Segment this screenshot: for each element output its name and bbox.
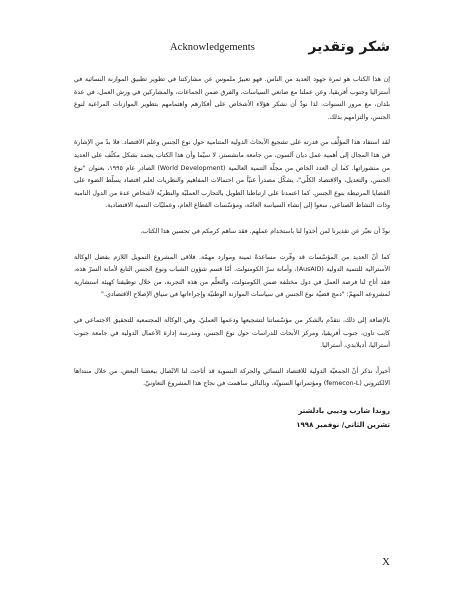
paragraph-4: كما أنّ العديد من المؤسّسات قد وفّرت مساعدةً ثمينة وموارد مهمّة. فلاقى المشروع التمويل اللازم بفضل الوكالة الأسترالية للتنمية الدولية (AusAID)، وأمانة سرّ الكومنولث. أمّا قسم شؤون الشباب ونوع الجنس التابع لأمانة السرّ هذه، فقد أتاح لنا فرصة العمل في دول مختلفة ضمن الكومنولث، والتعلّم من هذه التجربة، من خلال توظيفنا كهيئة استشارية لمشروعه المهمّ: "دمج قضيّة نوع الجنس في سياسات الموازنة الوطنيّة وإجراءاتها في سياق الإصلاح الاقتصادي.": [74, 253, 391, 299]
paragraph-5: بالإضافة إلى ذلك، نتقدّم بالشكر من مؤسّساتنا لتشجيعها ودعمها العمليّ، وهي الوكالة المجتمعية للتحقيق الاجتماعي في كابب تاون، جنوب أفريقيا، ومركز الأبحاث للدراسات حول نوع الجنس، ومدرسة إدارة الأعمال الدولية في جامعة جنوب أستراليا، أديلايدي، أستراليا.: [74, 316, 390, 350]
paragraph-1: إن هذا الكتاب هو ثمرة جهود العديد من الناس. فهو تعبيرٌ ملموس عن مشاركتنا في تطوير تطبيق الموازنة النسائية في أستراليا وجنوب أفريقيا، وعن عملنا مع صانعي السياسات، والفرق ضمن الجماعات، والمشاركين في ورش العمل، في عدة بلدان، مع مرور السنوات. لذا نودّ أن نشكر هؤلاء الأشخاص على أفكارهم واهتمامهم بتطوير الموازنات المراعية لنوع الجنس، والتزامهم بذلك.: [74, 76, 390, 121]
signature-block: [74, 404, 390, 432]
page-header: [170, 36, 390, 58]
acknowledgements-body: [74, 74, 390, 432]
title-arabic: شكر وتقدير: [308, 39, 390, 55]
signature-date: تشرين الثاني/ نوفمبر ١٩٩٨: [296, 420, 390, 429]
page-number: X: [382, 556, 390, 568]
paragraph-2: لقد استفاد هذا المؤلَّف من قدرته على تشجيع الأبحاث الدولية المتنامية حول نوع الجنس وعلم الاقتصاد. فلا بدّ من الإشارة في هذا المجال إلى أهمية عمل ديان آلسون، من جامعة مانشستر، لا سيّما وأن هذا الكتاب يعتمد بشكل مكثّف على العديد من منشوراتها. كما أن العدد الخاص من مجلّة التنمية العالمية (World Development) الصادر عام ١٩٩٥، بعنوان "نوع الجنس، والتعديل، والاقتصاد الكلّي"، يشكّل مصدراً غنيّاً من احتمالات المفاهيم والنظريات لعلم اقتصاد يسلّط الضوء على القضايا المرتبطة بنوع الجنس. كما اعتمدنا على ارتباطنا الطويل بالتجارب العمليّة والنظريّة لأشخاص عدة من الدول النامية وذات النشاط الصناعي، سعوا إلى إنشاء السياسة العامّة، ومؤسّسات القطاع العام، وعمليّات التنمية الاقتصادية.: [74, 139, 390, 210]
author-names: روندا شارب وديبي بادلشتر: [298, 406, 390, 415]
paragraph-3: نودّ أن نعبّر عن تقديرنا لمن أخذوا لنا باستخدام عملهم. فقد ساهم كرمكم في تحسين هذا الكتاب.: [140, 227, 390, 235]
paragraph-6: أخيراً، نذكر أنّ الجمعيّة الدولية للاقتصاد النسائي والحركة النسوية قد أتاحت لنا الاتّصال ببعضنا البعض، من خلال منتداها الالكتروني (femecon-L) ومؤتمراتها السنويّة، وبالتالي ساهمت في نجاح هذا المشروع التعاونيّ.: [74, 367, 390, 388]
title-english: Acknowledgements: [170, 41, 255, 53]
